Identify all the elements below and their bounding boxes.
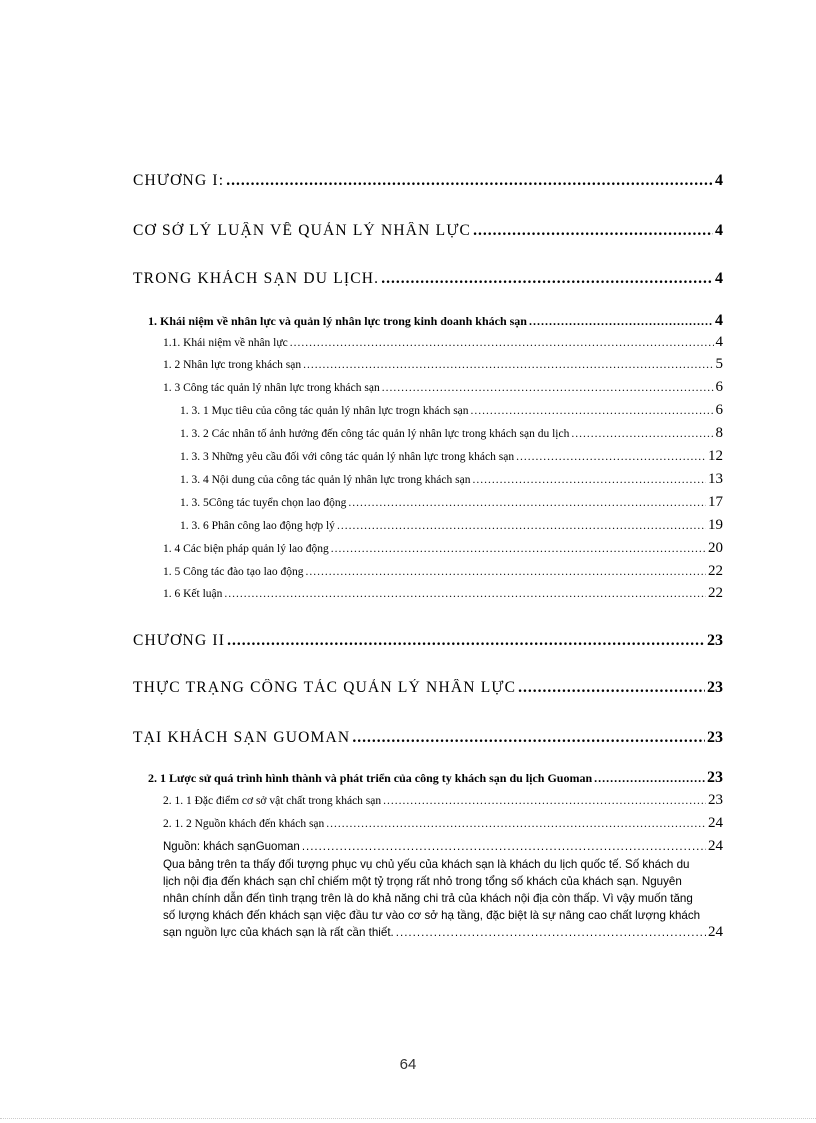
toc-leader — [518, 679, 705, 697]
toc-entry-chapter-1-title-a[interactable] — [133, 222, 723, 240]
toc-entry-1-3[interactable] — [163, 379, 723, 396]
toc-entry-page: 17 — [708, 494, 723, 510]
toc-leader — [396, 924, 706, 941]
toc-leader — [302, 841, 706, 853]
toc-leader — [326, 818, 706, 830]
toc-leader — [224, 588, 706, 600]
toc-entry-section-1[interactable] — [148, 312, 723, 330]
paragraph-line: số lượng khách đến khách sạn việc đầu tư vào cơ sở hạ tầng, đặc biệt là sự nâng cao chất lượng khách — [163, 909, 701, 922]
toc-entry-title: THỰC TRẠNG CÔNG TÁC QUẢN LÝ NHÂN LỰC — [133, 679, 517, 696]
toc-entry-page: 22 — [708, 585, 723, 601]
toc-entry-title: 1. 6 Kết luận — [163, 588, 223, 600]
toc-leader — [290, 337, 714, 349]
toc-entry-page: 19 — [708, 517, 723, 533]
toc-leader — [352, 729, 705, 747]
toc-leader — [471, 405, 714, 417]
toc-entry-chapter-2-title-b[interactable] — [133, 729, 723, 747]
toc-entry-1-3-5[interactable] — [180, 494, 723, 511]
toc-entry-2-1-1[interactable] — [163, 792, 723, 809]
toc-leader — [331, 543, 706, 555]
toc-leader — [529, 314, 713, 329]
toc-leader — [303, 359, 713, 371]
paragraph-last-line — [163, 924, 723, 941]
paragraph-line: nhân chính dẫn đến tình trạng trên là do khả năng chi trả của khách nội địa còn thấp. Vì vậy muốn tăng — [163, 892, 693, 905]
toc-leader — [571, 428, 713, 440]
toc-entry-title: 1. 3. 4 Nội dung của công tác quản lý nhân lực trong khách sạn — [180, 474, 471, 486]
toc-entry-1-1[interactable] — [163, 334, 723, 351]
toc-entry-title: CHƯƠNG II — [133, 632, 226, 649]
toc-leader — [227, 632, 705, 650]
toc-entry-chapter-1[interactable] — [133, 172, 723, 190]
paragraph-line: sạn nguồn lực của khách sạn là rất cần thiết. — [163, 926, 394, 939]
toc-entry-title: 1. 3. 2 Các nhân tố ảnh hưởng đến công tác quản lý nhân lực trong khách sạn du lịch — [180, 428, 570, 440]
toc-leader — [473, 222, 713, 240]
page-number: 64 — [399, 1056, 417, 1073]
toc-entry-paragraph[interactable] — [163, 856, 723, 941]
toc-entry-page: 6 — [715, 379, 723, 395]
toc-entry-title: 1. Khái niệm về nhân lực và quản lý nhân lực trong kinh doanh khách sạn — [148, 314, 527, 328]
toc-entry-title: Nguồn: khách sạnGuoman — [163, 841, 300, 853]
toc-entry-title: TẠI KHÁCH SẠN GUOMAN — [133, 729, 351, 746]
toc-entry-page: 23 — [708, 792, 723, 808]
toc-entry-page: 4 — [715, 222, 723, 239]
toc-entry-2-1-2[interactable] — [163, 815, 723, 832]
toc-leader — [472, 474, 706, 486]
toc-entry-page: 4 — [715, 172, 723, 189]
toc-entry-1-2[interactable] — [163, 356, 723, 373]
toc-entry-page: 23 — [707, 679, 723, 696]
toc-entry-title: 2. 1 Lược sử quá trình hình thành và phát triển của công ty khách sạn du lịch Guoman — [148, 771, 593, 785]
toc-leader — [348, 497, 706, 509]
toc-entry-chapter-2[interactable] — [133, 632, 723, 650]
toc-entry-page: 24 — [708, 815, 723, 831]
toc-leader — [594, 771, 705, 786]
toc-entry-title: TRONG KHÁCH SẠN DU LỊCH. — [133, 270, 380, 287]
toc-entry-page: 4 — [715, 270, 723, 287]
toc-entry-1-3-2[interactable] — [180, 425, 723, 442]
toc-entry-page: 20 — [708, 540, 723, 556]
toc-entry-1-5[interactable] — [163, 563, 723, 580]
toc-entry-page: 6 — [715, 402, 723, 418]
toc-entry-title: 1. 4 Các biện pháp quản lý lao động — [163, 543, 329, 555]
toc-entry-page: 22 — [708, 563, 723, 579]
toc-entry-title: 1. 3. 5Công tác tuyển chọn lao động — [180, 497, 347, 509]
toc-leader — [516, 451, 706, 463]
toc-leader — [381, 270, 713, 288]
toc-entry-title: CƠ SỞ LÝ LUẬN VỀ QUẢN LÝ NHÂN LỰC — [133, 222, 472, 239]
toc-entry-page: 13 — [708, 471, 723, 487]
toc-entry-page: 12 — [708, 448, 723, 464]
toc-entry-1-3-1[interactable] — [180, 402, 723, 419]
toc-entry-title: 1. 3 Công tác quản lý nhân lực trong khách sạn — [163, 382, 380, 394]
toc-entry-page: 24 — [708, 838, 723, 854]
toc-entry-page: 23 — [707, 632, 723, 649]
toc-leader — [226, 172, 713, 190]
toc-entry-page: 24 — [708, 924, 723, 940]
toc-entry-1-3-3[interactable] — [180, 448, 723, 465]
toc-entry-title: 1. 5 Công tác đào tạo lao động — [163, 566, 304, 578]
toc-entry-1-3-4[interactable] — [180, 471, 723, 488]
toc-entry-title: 2. 1. 2 Nguồn khách đến khách sạn — [163, 818, 325, 830]
toc-entry-chapter-1-title-b[interactable] — [133, 270, 723, 288]
toc-leader — [383, 795, 706, 807]
toc-entry-title: 1. 3. 1 Mục tiêu của công tác quản lý nhân lực trogn khách sạn — [180, 405, 469, 417]
paragraph-line: Qua bảng trên ta thấy đối tượng phục vụ chủ yếu của khách sạn là khách du lịch quốc tế. Số khách du — [163, 858, 690, 871]
toc-entry-title: 1. 3. 3 Những yêu cầu đối với công tác quản lý nhân lực trong khách sạn — [180, 451, 515, 463]
toc-entry-1-4[interactable] — [163, 540, 723, 557]
toc-entry-page: 8 — [715, 425, 723, 441]
toc-entry-1-3-6[interactable] — [180, 517, 723, 534]
page-footer-divider — [0, 1118, 816, 1119]
toc-entry-chapter-2-title-a[interactable] — [133, 679, 723, 697]
toc-entry-page: 23 — [707, 729, 723, 746]
toc-leader — [382, 382, 714, 394]
toc-entry-page: 23 — [707, 769, 723, 786]
toc-leader — [306, 566, 706, 578]
toc-entry-title: 1. 2 Nhân lực trong khách sạn — [163, 359, 302, 371]
toc-entry-title: CHƯƠNG I: — [133, 172, 225, 189]
toc-entry-page: 4 — [715, 334, 723, 350]
toc-entry-section-2-1[interactable] — [148, 769, 723, 787]
toc-entry-page: 5 — [715, 356, 723, 372]
paragraph-line: lịch nội địa đến khách sạn chỉ chiếm một tỷ trọng rất nhỏ trong tổng số khách của khách sạn. Nguyên — [163, 875, 682, 888]
toc-entry-title: 1.1. Khái niệm về nhân lực — [163, 337, 288, 349]
toc-entry-1-6[interactable] — [163, 585, 723, 602]
toc-entry-title: 2. 1. 1 Đặc điểm cơ sở vật chất trong khách sạn — [163, 795, 382, 807]
toc-entry-title: 1. 3. 6 Phân công lao động hợp lý — [180, 520, 335, 532]
toc-entry-page: 4 — [715, 312, 723, 329]
toc-entry-source-note[interactable] — [163, 838, 723, 855]
toc-leader — [337, 520, 706, 532]
